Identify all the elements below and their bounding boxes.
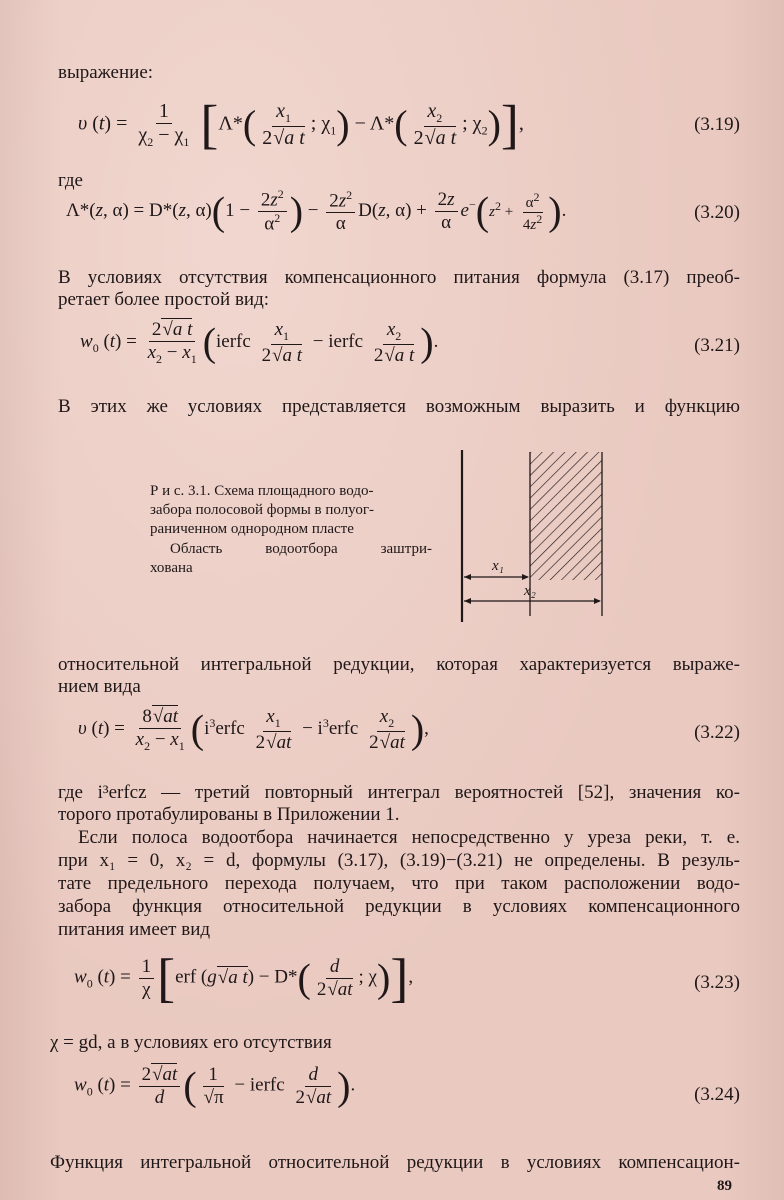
equation-number: (3.21) [694, 335, 740, 356]
paragraph-line: питания имеет вид [58, 919, 211, 940]
equation-number: (3.19) [694, 114, 740, 135]
formula-3-21: $w_0$ (t) = $\frac{\text{2√a t}}{x_2 - x_1}$ (ierfc $\frac{x_1}{\text{2√a t}}$ − ierfc $\frac{x_2}{\text{2√a t}}$ ). (3.21) [80, 319, 740, 366]
formula-3-22: υ (t) = $\frac{8√at}{x_2 - x_1}$ ($i^3erfc$ $\frac{x_1}{2√at}$ − $i^3erfc$ $\frac{x_2}{2√at}$ ), (3.22) [78, 706, 740, 753]
formula-3-20: Λ*(z, α) = D*(z, α)(1 − $\frac{2z^2}{\alpha^2}$ ) − $\frac{2z^2}{\alpha}$ D(z, α) + $\frac{2z}{\alpha}$ $e^-(z^2$ + $\frac{\alpha^2}{4z^2}$ ). (3.20) [66, 187, 740, 235]
paragraph-line: забора функция относительной редукции в условиях компенсационного [58, 896, 740, 917]
paragraph-line: В этих же условиях представляется возможным выразить и функцию [58, 396, 740, 417]
paragraph-line: Если полоса водоотбора начинается непосредственно у уреза реки, т. е. [78, 827, 740, 848]
paragraph-line: относительной интегральной редукции, которая характеризуется выраже- [58, 654, 740, 675]
figure-diagram [452, 440, 622, 630]
paragraph-line: нием вида [58, 676, 141, 697]
text-line: выражение: [58, 62, 154, 83]
paragraph-line: где i³erfcz — третий повторный интеграл вероятностей [52], значения ко- [58, 782, 740, 803]
paragraph-line: Функция интегральной относительной редукции в условиях компенсацион- [50, 1152, 740, 1173]
equation-number: (3.23) [694, 972, 740, 993]
paragraph-line: χ = gd, а в условиях его отсутствия [50, 1032, 332, 1053]
formula-3-23: $w_0$ (t) = $\frac{1}{\chi}$ [erf (g√a t) − D*( $\frac{d}{2√at}$ ; χ)], (3.23) [74, 948, 740, 1008]
x1-label: x₁ [492, 558, 504, 574]
formula-3-19: υ (t) = $\frac{1}{\chi_2 - \chi_1}$ [Λ*( $\frac{x_1}{\text{2√a t}}$ ; $\chi_1) - \Lambda*$( $\frac{x_2}{\text{2√a t}}$ ; $\chi_2$)], (3.19) [78, 94, 740, 155]
paragraph-line: ретает более простой вид: [58, 289, 270, 310]
paragraph-line: тате предельного перехода получаем, что при таком расположении водо- [58, 873, 740, 894]
hatched-withdrawal-area [530, 452, 602, 580]
equation-number: (3.22) [694, 722, 740, 743]
formula-3-24: $w_0$ (t) = $\frac{2√at}{d}$ ( $\frac{1}{√\pi}$ − ierfc $\frac{d}{2√at}$ ). (3.24) [74, 1063, 740, 1109]
page-number: 89 [717, 1178, 732, 1194]
equation-number: (3.24) [694, 1084, 740, 1105]
figure-caption: Р и с. 3.1. Схема площадного водо- забора полосовой формы в полуог- раниченном однородном пласте Область водоотбора заштри- хована [150, 483, 432, 576]
text-line: где [58, 170, 83, 191]
paragraph-line: В условиях отсутствия компенсационного питания формула (3.17) преоб- [58, 267, 740, 288]
equation-number: (3.20) [694, 202, 740, 223]
x2-label: x₂ [524, 583, 536, 599]
paragraph-line: торого протабулированы в Приложении 1. [58, 804, 400, 825]
paragraph-line: при x₁ = 0, x₂ = d, формулы (3.17), (3.19)−(3.21) не определены. В резуль- [58, 850, 740, 871]
